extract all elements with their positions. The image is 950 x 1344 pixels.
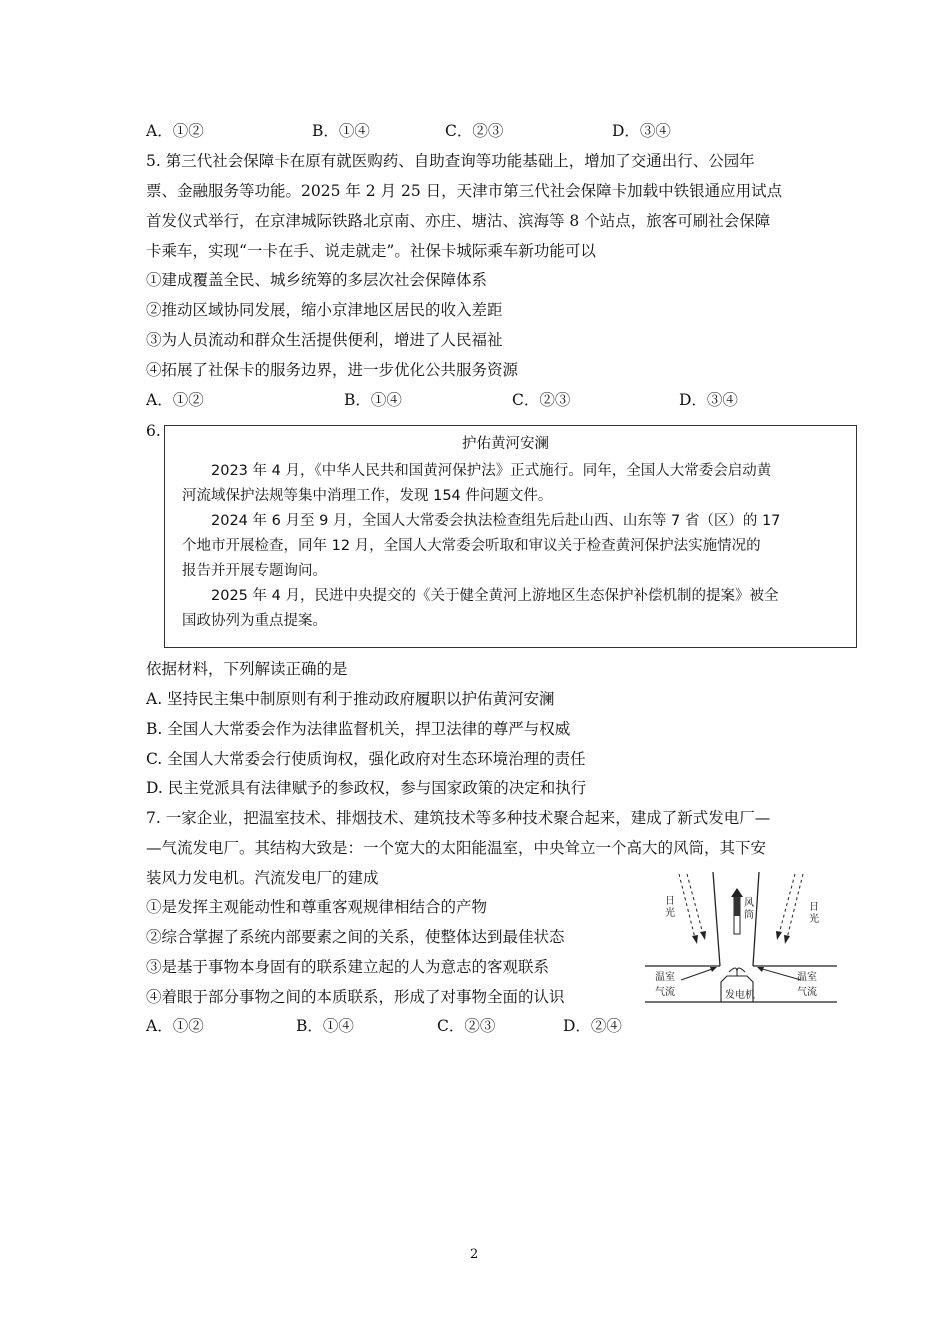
airflow-right-arrow [757, 967, 764, 972]
q5-option-b: B．①④ [344, 391, 402, 409]
q5-item-2: ②推动区域协同发展，缩小京津地区居民的收入差距 [146, 301, 503, 319]
material-title: 护佑黄河安澜 [462, 436, 549, 452]
q7-option-c: C．②③ [437, 1017, 496, 1035]
chimney-left-wall [713, 872, 720, 966]
q4-option-a: A．①② [146, 122, 204, 140]
material-line: 国政协列为重点提案。 [182, 613, 327, 629]
q7-stem-line: —气流发电厂。其结构大致是：一个宽大的太阳能温室，中央耸立一个高大的风筒，其下安 [146, 839, 767, 857]
material-line: 2025 年 4 月，民进中央提交的《关于健全黄河上游地区生态保护补偿机制的提案》被全 [211, 588, 779, 604]
q5-item-1: ①建成覆盖全民、城乡统筹的多层次社会保障体系 [146, 271, 488, 289]
turbine-icon [729, 968, 745, 972]
airflow-left-label: 气流 [655, 987, 675, 998]
sunlight-arrow [776, 931, 782, 940]
airflow-power-plant-diagram [645, 868, 837, 1008]
generator-label: 发电机 [725, 990, 755, 1001]
q7-item-4: ④着眼于部分事物之间的本质联系，形成了对事物全面的认识 [146, 988, 565, 1006]
q5-item-3: ③为人员流动和群众生活提供便利，增进了人民福祉 [146, 331, 503, 349]
q7-item-3: ③是基于事物本身固有的联系建立起的人为意志的客观联系 [146, 958, 550, 976]
greenhouse-right-label: 温室 [797, 972, 817, 983]
material-line: 2023 年 4 月，《中华人民共和国黄河保护法》正式施行。同年，全国人大常委会启动黄 [211, 463, 772, 479]
chimney-label: 风筒 [744, 898, 754, 921]
q4-option-c: C．②③ [445, 122, 504, 140]
sunlight-arrow [700, 931, 706, 940]
greenhouse-left-label: 温室 [655, 972, 675, 983]
q5-stem-line: 首发仪式举行，在京津城际铁路北京南、亦庄、塘沽、滨海等 8 个站点，旅客可刷社会保障 [146, 212, 771, 230]
q5-stem-line: 卡乘车，实现“一卡在手、说走就走”。社保卡城际乘车新功能可以 [146, 242, 596, 260]
q6-stem: 依据材料，下列解读正确的是 [146, 660, 348, 678]
material-line: 个地市开展检查，同年 12 月，全国人大常委会听取和审议关于检查黄河保护法实施情况的 [182, 538, 761, 554]
sunlight-arrow [784, 935, 790, 944]
sunlight-left-label: 日光 [665, 896, 675, 919]
q6-option-b: B. 全国人大常委会作为法律监督机关，捍卫法律的尊严与权威 [146, 720, 571, 738]
q4-option-b: B．①④ [312, 122, 370, 140]
material-line: 河流域保护法规等集中消理工作，发现 154 件问题文件。 [182, 488, 553, 504]
q6-material-box [164, 425, 857, 648]
q4-option-d: D．③④ [612, 122, 671, 140]
airflow-left-arrow [710, 967, 717, 972]
q7-item-1: ①是发挥主观能动性和尊重客观规律相结合的产物 [146, 898, 488, 916]
q7-item-2: ②综合掌握了系统内部要素之间的关系，使整体达到最佳状态 [146, 928, 565, 946]
q6-option-c: C. 全国人大常委会行使质询权，强化政府对生态环境治理的责任 [146, 750, 586, 768]
airflow-right-label: 气流 [797, 987, 817, 998]
sunlight-arrow [692, 935, 698, 944]
q5-item-4: ④拓展了社保卡的服务边界，进一步优化公共服务资源 [146, 361, 519, 379]
q5-stem-line: 票、金融服务等功能。2025 年 2 月 25 日，天津市第三代社会保障卡加载中铁银通应用试点 [146, 182, 783, 200]
q5-option-a: A．①② [146, 391, 204, 409]
q7-option-d: D．②④ [563, 1017, 622, 1035]
q7-stem-line: 装风力发电机。汽流发电厂的建成 [146, 869, 379, 887]
q6-option-a: A. 坚持民主集中制原则有利于推动政府履职以护佑黄河安澜 [146, 690, 555, 708]
material-line: 2024 年 6 月至 9 月，全国人大常委会执法检查组先后赴山西、山东等 7 省（区）的 17 [211, 513, 781, 529]
q7-option-a: A．①② [146, 1017, 204, 1035]
q7-option-b: B．①④ [296, 1017, 354, 1035]
material-line: 报告并开展专题询问。 [182, 563, 327, 579]
page-number: 2 [470, 1247, 479, 1262]
q5-option-c: C．②③ [512, 391, 571, 409]
q7-stem-line: 7. 一家企业，把温室技术、排烟技术、建筑技术等多种技术聚合起来，建成了新式发电厂— [146, 809, 771, 827]
q5-stem-line: 5. 第三代社会保障卡在原有就医购药、自助查询等功能基础上，增加了交通出行、公园年 [146, 152, 755, 170]
sunlight-right-label: 日光 [809, 902, 819, 925]
q5-option-d: D．③④ [679, 391, 738, 409]
q6-number: 6. [146, 422, 161, 440]
q6-option-d: D. 民主党派具有法律赋予的参政权，参与国家政策的决定和执行 [146, 779, 587, 797]
